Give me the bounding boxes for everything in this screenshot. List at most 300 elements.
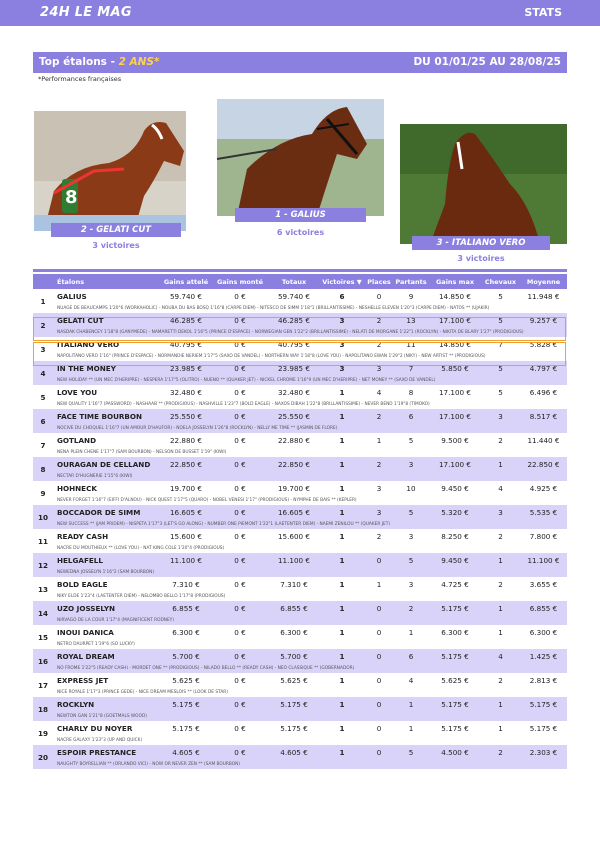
col-places: Places (365, 274, 393, 289)
cell-places: 0 (376, 723, 382, 733)
cell-partants: 6 (393, 409, 429, 423)
cell-total: 5.175 € (269, 697, 319, 711)
row-rank: 17 (37, 680, 48, 690)
cell-partants: 3 (393, 457, 429, 471)
col-gains-attele: Gains attelé (161, 274, 211, 289)
cell-name: GOTLAND (57, 435, 97, 445)
row-rank: 8 (33, 457, 53, 481)
row-rank: 16 (33, 649, 53, 673)
cell-victoires: 1 (319, 697, 365, 711)
table-row-details (33, 687, 567, 697)
row-rank: 9 (40, 488, 46, 498)
title-banner (33, 52, 567, 73)
podium-wins-3: 3 victoires (457, 254, 505, 263)
table-row (33, 625, 567, 639)
cell-victoires: 1 (319, 745, 365, 759)
cell-details: NETRO DAURPET 1'19"6 (SO LUCKY) (57, 641, 135, 647)
cell-moyenne: 4.797 € (520, 361, 567, 375)
cell-total: 16.605 € (269, 505, 319, 519)
cell-monte: 0 € (234, 675, 246, 685)
row-rank: 14 (33, 601, 53, 625)
cell-total: 23.985 € (269, 361, 319, 375)
table-row (33, 409, 567, 423)
cell-places: 0 (376, 291, 382, 301)
cell-total: 7.310 € (280, 579, 308, 589)
table-row (33, 457, 567, 471)
cell-total: 15.600 € (277, 531, 310, 541)
cell-max: 4.500 € (429, 745, 481, 759)
cell-partants: 11 (406, 339, 416, 349)
cell-places: 2 (376, 339, 382, 349)
cell-max: 17.100 € (438, 387, 471, 397)
cell-moyenne: 2.303 € (520, 745, 567, 759)
cell-partants: 2 (393, 601, 429, 615)
cell-monte: 0 € (211, 505, 269, 519)
cell-chevaux: 3 (481, 409, 520, 423)
table-row-details (33, 471, 567, 481)
row-rank: 5 (40, 392, 46, 402)
cell-total: 5.175 € (280, 723, 308, 733)
podium-label-3: 3 - ITALIANO VERO (412, 236, 550, 250)
table-row (33, 553, 567, 567)
col-moyenne: Moyenne (520, 274, 567, 289)
cell-attele: 40.795 € (169, 339, 202, 349)
table-row-details (33, 399, 567, 409)
cell-total: 46.285 € (269, 313, 319, 327)
cell-partants: 6 (393, 649, 429, 663)
cell-partants: 3 (408, 579, 414, 589)
table-row-details (33, 711, 567, 721)
table-row-details (33, 375, 567, 385)
cell-moyenne: 9.257 € (520, 313, 567, 327)
table-row (33, 673, 567, 687)
cell-total: 5.625 € (280, 675, 308, 685)
col-gains-max: Gains max (429, 274, 481, 289)
cell-total: 22.880 € (277, 435, 310, 445)
cell-partants: 3 (408, 531, 414, 541)
cell-chevaux: 1 (481, 697, 520, 711)
table-row-details (33, 567, 567, 577)
cell-victoires: 1 (339, 627, 345, 637)
cell-total: 40.795 € (277, 339, 310, 349)
cell-chevaux: 2 (498, 435, 503, 445)
row-rank: 12 (33, 553, 53, 577)
cell-partants: 1 (408, 723, 414, 733)
cell-moyenne: 8.517 € (520, 409, 567, 423)
cell-name: HELGAFELL (53, 553, 161, 567)
table-row-details (33, 591, 567, 601)
cell-attele: 15.600 € (169, 531, 202, 541)
table-row-details (33, 663, 567, 673)
cell-victoires: 3 (339, 339, 345, 349)
cell-name: IN THE MONEY (53, 361, 161, 375)
footnote: *Performances françaises (38, 75, 122, 83)
cell-chevaux: 1 (498, 627, 503, 637)
cell-victoires: 1 (339, 723, 345, 733)
cell-partants: 7 (393, 361, 429, 375)
banner-title-highlight: 2 ANS* (118, 56, 160, 68)
cell-partants: 4 (408, 675, 414, 685)
table-row (33, 697, 567, 711)
cell-attele: 22.880 € (169, 435, 202, 445)
cell-name: CHARLY DU NOYER (57, 723, 133, 733)
cell-max: 5.175 € (429, 601, 481, 615)
cell-monte: 0 € (234, 579, 246, 589)
cell-victoires: 1 (319, 409, 365, 423)
cell-name: LOVE YOU (57, 387, 98, 397)
cell-places: 1 (376, 579, 382, 589)
cell-max: 14.850 € (438, 291, 471, 301)
cell-partants: 10 (406, 483, 416, 493)
cell-details: NUAGE DE BEAUCAMPS 1'20"6 (WORKAHOLIC) - NOUBA DU BAS BOSQ 1'16"8 (CARPE DIEM) - NITESCO DE SIMM 1'18"1 (BRILLANTISSIME) - NESHELLE ELEVEN 1'20"3 (CARPE DIEM) - NATOS ** (UJAKIR) (57, 305, 490, 311)
cell-total: 25.550 € (269, 409, 319, 423)
cell-chevaux: 5 (498, 387, 503, 397)
cell-moyenne: 3.655 € (529, 579, 558, 589)
cell-name: ROYAL DREAM (53, 649, 161, 663)
cell-max: 17.100 € (429, 457, 481, 471)
cell-details: NECTAR D'HUGNERIE 1'15"6 (KIWI) (53, 471, 567, 481)
cell-victoires: 1 (319, 601, 365, 615)
cell-attele: 32.480 € (169, 387, 202, 397)
cell-partants: 5 (393, 553, 429, 567)
cell-name: GALIUS (57, 291, 87, 301)
table-row (33, 481, 567, 495)
cell-total: 59.740 € (277, 291, 310, 301)
cell-partants: 9 (408, 291, 414, 301)
podium-wins-1: 6 victoires (276, 228, 325, 237)
cell-attele: 23.985 € (161, 361, 211, 375)
cell-max: 17.100 € (429, 313, 481, 327)
table-row (33, 385, 567, 399)
cell-max: 6.300 € (441, 627, 469, 637)
col-victoires-label: Victoires (322, 277, 355, 286)
cell-places: 0 (376, 675, 382, 685)
table-row-details (33, 303, 567, 313)
cell-monte: 0 € (211, 601, 269, 615)
cell-chevaux: 5 (498, 291, 503, 301)
cell-chevaux: 2 (498, 531, 503, 541)
cell-details: NASDAK CHABENCEY 1'18"8 (GANYMEDE) - NAMARETTI DEKOL 1'16"5 (PRINCE D'ESPACE) - NORWEGIAN GEN 1'22"2 (BRILLANTISSIME) - NELATI DE MORGANE 1'22"1 (ROCKLYN) - NIKITA DE BLARY 1'27" (PRODIGIOUS) (53, 327, 567, 337)
cell-total: 11.100 € (269, 553, 319, 567)
cell-places: 0 (365, 649, 393, 663)
date-range: DU 01/01/25 AU 28/08/25 (413, 56, 561, 68)
cell-chevaux: 4 (498, 483, 503, 493)
cell-total: 4.605 € (269, 745, 319, 759)
table-row-details (33, 543, 567, 553)
photo-galius (217, 99, 384, 216)
cell-victoires: 3 (319, 313, 365, 327)
table-row-details (33, 423, 567, 433)
table-header (33, 274, 567, 289)
cell-total: 32.480 € (277, 387, 310, 397)
cell-attele: 5.700 € (161, 649, 211, 663)
cell-attele: 4.605 € (161, 745, 211, 759)
row-rank: 2 (33, 313, 53, 337)
cell-chevaux: 5 (481, 361, 520, 375)
cell-name: UZO JOSSELYN (53, 601, 161, 615)
cell-partants: 5 (408, 435, 414, 445)
cell-attele: 6.855 € (161, 601, 211, 615)
cell-name: ITALIANO VERO (57, 339, 120, 349)
cell-details: NOCIVE DU CHOQUEL 1'16"7 (UN AMOUR D'HAUFOR) - NOELA JOSSELYN 1'26"8 (ROCKLYN) - NELLY ME TIME ** (JASMIN DE FLORE) (53, 423, 567, 433)
cell-max: 5.625 € (441, 675, 469, 685)
cell-attele: 5.625 € (172, 675, 200, 685)
cell-attele: 11.100 € (161, 553, 211, 567)
cell-moyenne: 11.100 € (520, 553, 567, 567)
cell-partants: 8 (408, 387, 414, 397)
cell-max: 14.850 € (438, 339, 471, 349)
cell-monte: 0 € (234, 387, 246, 397)
table-row-details (33, 735, 567, 745)
table-top-divider (33, 269, 567, 272)
photo-gelati-cut (34, 111, 186, 231)
table-row (33, 601, 567, 615)
cell-chevaux: 1 (498, 723, 503, 733)
cell-max: 4.725 € (441, 579, 469, 589)
table-row (33, 505, 567, 519)
cell-chevaux: 1 (481, 457, 520, 471)
cell-max: 5.175 € (429, 697, 481, 711)
cell-monte: 0 € (211, 553, 269, 567)
col-totaux: Totaux (269, 274, 319, 289)
cell-attele: 46.285 € (161, 313, 211, 327)
cell-places: 2 (365, 409, 393, 423)
cell-attele: 16.605 € (161, 505, 211, 519)
table-row (33, 313, 567, 327)
cell-moyenne: 6.300 € (529, 627, 558, 637)
col-victoires[interactable] (319, 274, 365, 289)
table-row (33, 649, 567, 663)
row-rank: 1 (40, 296, 46, 306)
row-rank: 15 (37, 632, 48, 642)
cell-places: 1 (376, 435, 382, 445)
cell-name: GELATI CUT (53, 313, 161, 327)
cell-places: 3 (365, 361, 393, 375)
cell-partants: 1 (408, 627, 414, 637)
cell-victoires: 1 (319, 649, 365, 663)
cell-details: NEVER FORGET 1'16"7 (EIFFI D'ALNOU) - NICK QUEST 1'17"5 (QUARO) - NOBEL VENESI 1'17" (PRODIGIOUS) - NYMPHE DE BAIS ** (KEPLER) (57, 497, 357, 503)
top-header-bar (0, 0, 600, 26)
cell-name: FACE TIME BOURBON (53, 409, 161, 423)
table-row (33, 433, 567, 447)
cell-attele: 6.300 € (172, 627, 200, 637)
cell-monte: 0 € (234, 723, 246, 733)
row-rank: 3 (40, 344, 46, 354)
cell-partants: 5 (393, 505, 429, 519)
cell-moyenne: 4.925 € (529, 483, 558, 493)
table-row (33, 745, 567, 759)
podium-label-1: 1 - GALIUS (235, 208, 366, 222)
table-row (33, 577, 567, 591)
cell-victoires: 6 (339, 291, 345, 301)
col-rank (33, 274, 53, 289)
cell-details: NENA PLEIN CHENE 1'17"7 (SAM BOURBON) - NELSON DE BUSSET 1'19" (KIWI) (57, 449, 227, 455)
cell-monte: 0 € (211, 697, 269, 711)
table-row-details (33, 447, 567, 457)
cell-details: NACRE DU MOUTHIEUX ** (LOVE YOU) - NAT KING COLE 1'20"4 (PRODIGIOUS) (57, 545, 225, 551)
table-row (33, 361, 567, 375)
cell-attele: 7.310 € (172, 579, 200, 589)
cell-details: NEW QUALITY 1'16"7 (PASSWORD) - NASHAAB ** (PRODIGIOUS) - NASHVILLE 1'23"7 (BOLD EAGLE) - NAXOS DIBAH 1'22"8 (BRILLANTISSIME) - NEVER BEND 1'19"8 (TIMOKO) (57, 401, 430, 407)
cell-total: 19.700 € (277, 483, 310, 493)
cell-monte: 0 € (211, 745, 269, 759)
cell-attele: 19.700 € (169, 483, 202, 493)
row-rank: 11 (37, 536, 48, 546)
table-row-details (33, 495, 567, 505)
cell-max: 5.320 € (429, 505, 481, 519)
banner-title (39, 56, 160, 68)
cell-chevaux: 5 (481, 313, 520, 327)
photo-italiano-vero (400, 124, 567, 244)
cell-name: ESPOIR PRESTANCE (53, 745, 161, 759)
table-row-details (33, 351, 567, 361)
table-row-details (33, 639, 567, 649)
row-rank: 20 (33, 745, 53, 769)
cell-total: 6.855 € (269, 601, 319, 615)
cell-chevaux: 2 (481, 745, 520, 759)
cell-moyenne: 22.850 € (520, 457, 567, 471)
cell-max: 5.175 € (441, 723, 469, 733)
col-chevaux: Chevaux (481, 274, 520, 289)
cell-max: 5.850 € (429, 361, 481, 375)
cell-details: NEW HOLIDAY ** (UN MEC D'HERIPRE) - NESPERA 1'17"5 (OLITRO) - NUENO ** (QUAKER JET) - NICKEL CHROME 1'16"9 (UN MEC D'HERIPRE) - NET MONEY ** (SAXO DE VANDEL) (53, 375, 567, 385)
cell-details: NEWTON GAN 1'21"8 (GOETMALS WOOD) (53, 711, 567, 721)
cell-moyenne: 2.813 € (529, 675, 558, 685)
cell-total: 6.300 € (280, 627, 308, 637)
table-row-details (33, 327, 567, 337)
cell-places: 0 (365, 697, 393, 711)
cell-victoires: 1 (319, 553, 365, 567)
row-rank: 18 (33, 697, 53, 721)
cell-monte: 0 € (234, 339, 246, 349)
table-row-details (33, 759, 567, 769)
cell-details: NICE ROYALE 1'17"3 (PRINCE GEDE) - NICE DREAM MESLOIS ** (LOOK DE STAR) (57, 689, 228, 695)
cell-attele: 25.550 € (161, 409, 211, 423)
cell-monte: 0 € (211, 361, 269, 375)
row-rank: 10 (33, 505, 53, 529)
cell-places: 2 (376, 531, 382, 541)
cell-monte: 0 € (234, 291, 246, 301)
cell-monte: 0 € (211, 409, 269, 423)
cell-moyenne: 11.948 € (527, 291, 560, 301)
cell-max: 9.500 € (441, 435, 469, 445)
table-row-details (33, 615, 567, 625)
cell-moyenne: 6.855 € (520, 601, 567, 615)
cell-name: OURAGAN DE CELLAND (53, 457, 161, 471)
cell-monte: 0 € (234, 531, 246, 541)
cell-details: NEW SUCCESS ** (JAM PRIDEM) - NISPETA 1'17"3 (LET'S GO ALONG) - NUMBER ONE PIEMONT 1'22"1 (LAETENTER DIEM) - NAEMI ZENILOU ** (QUAKER JET) (53, 519, 567, 529)
cell-details: NAUGHTY BOYRELLIAN ** (ORLANDO VICI) - NOW OR NEVER ZEN ** (SAM BOURBON) (53, 759, 567, 769)
cell-chevaux: 2 (498, 579, 503, 589)
cell-victoires: 1 (339, 483, 345, 493)
cell-total: 22.850 € (269, 457, 319, 471)
cell-places: 3 (365, 505, 393, 519)
podium-wins-2: 3 victoires (92, 241, 140, 250)
cell-victoires: 1 (339, 435, 345, 445)
cell-name: INOUI DANICA (57, 627, 114, 637)
cell-chevaux: 7 (498, 339, 503, 349)
cell-chevaux: 1 (481, 601, 520, 615)
row-rank: 4 (33, 361, 53, 385)
cell-places: 0 (365, 745, 393, 759)
cell-partants: 5 (393, 745, 429, 759)
table-row (33, 529, 567, 543)
cell-partants: 13 (393, 313, 429, 327)
cell-details: NO FROME 1'22"5 (READY CASH) - MORDET ONE ** (PRODIGIOUS) - NILADO BELLO ** (READY CASH) - NEO CLASSIQUE ** (GOBERNADOR) (53, 663, 567, 673)
cell-max: 5.175 € (429, 649, 481, 663)
cell-details: NACRE GALAXY 1'23"3 (UP AND QUICK) (57, 737, 143, 743)
cell-max: 17.100 € (429, 409, 481, 423)
cell-name: EXPRESS JET (57, 675, 109, 685)
col-etalons: Étalons (53, 274, 161, 289)
row-rank: 13 (37, 584, 48, 594)
svg-text:8: 8 (65, 187, 78, 208)
cell-max: 9.450 € (441, 483, 469, 493)
cell-places: 0 (365, 553, 393, 567)
table-row (33, 289, 567, 303)
sort-desc-icon: ▼ (356, 277, 362, 286)
cell-attele: 5.175 € (161, 697, 211, 711)
col-gains-monte: Gains monté (211, 274, 269, 289)
cell-places: 2 (365, 457, 393, 471)
cell-name: BOLD EAGLE (57, 579, 108, 589)
cell-victoires: 1 (339, 387, 345, 397)
cell-moyenne: 5.535 € (520, 505, 567, 519)
cell-chevaux: 4 (481, 649, 520, 663)
cell-name: READY CASH (57, 531, 109, 541)
table-row (33, 721, 567, 735)
row-rank: 19 (37, 728, 48, 738)
cell-attele: 59.740 € (169, 291, 202, 301)
col-partants: Partants (393, 274, 429, 289)
cell-moyenne: 5.175 € (529, 723, 558, 733)
cell-attele: 5.175 € (172, 723, 200, 733)
row-rank: 7 (40, 440, 46, 450)
cell-places: 4 (376, 387, 382, 397)
cell-partants: 1 (393, 697, 429, 711)
cell-details: NIRVAGO DE LA COUR 1'17"4 (MAGNIFICENT RODNEY) (53, 615, 567, 625)
table-row (33, 337, 567, 351)
cell-places: 0 (376, 627, 382, 637)
cell-details: NEWEDNA JOSSELYN 1'16"2 (SAM BOURBON) (53, 567, 567, 577)
cell-total: 5.700 € (269, 649, 319, 663)
cell-chevaux: 1 (481, 553, 520, 567)
cell-monte: 0 € (211, 457, 269, 471)
cell-max: 8.250 € (441, 531, 469, 541)
podium-label-2: 2 - GELATI CUT (51, 223, 181, 237)
cell-victoires: 1 (339, 579, 345, 589)
cell-victoires: 1 (319, 505, 365, 519)
cell-monte: 0 € (234, 435, 246, 445)
cell-moyenne: 1.425 € (520, 649, 567, 663)
cell-victoires: 3 (319, 361, 365, 375)
cell-chevaux: 3 (481, 505, 520, 519)
cell-victoires: 1 (319, 457, 365, 471)
cell-monte: 0 € (234, 627, 246, 637)
cell-chevaux: 2 (498, 675, 503, 685)
cell-details: NAPOLITANO VERO 1'16" (PRINCE D'ESPACE) - NORMANDIE NERIEM 1'17"5 (SAXO DE VANDEL) - NORTHERN WAY 1'18"8 (LOVE YOU) - NAPOLITANO EWAN 1'29"2 (NIKY) - NEW ARTIST ** (PRODIGIOUS) (57, 353, 486, 359)
cell-max: 9.450 € (429, 553, 481, 567)
sires-table (33, 274, 567, 769)
cell-places: 0 (365, 601, 393, 615)
cell-moyenne: 6.496 € (529, 387, 558, 397)
cell-name: ROCKLYN (53, 697, 161, 711)
cell-places: 2 (365, 313, 393, 327)
cell-victoires: 1 (339, 531, 345, 541)
cell-moyenne: 7.800 € (529, 531, 558, 541)
cell-name: BOCCADOR DE SIMM (53, 505, 161, 519)
section-label: STATS (524, 6, 562, 19)
